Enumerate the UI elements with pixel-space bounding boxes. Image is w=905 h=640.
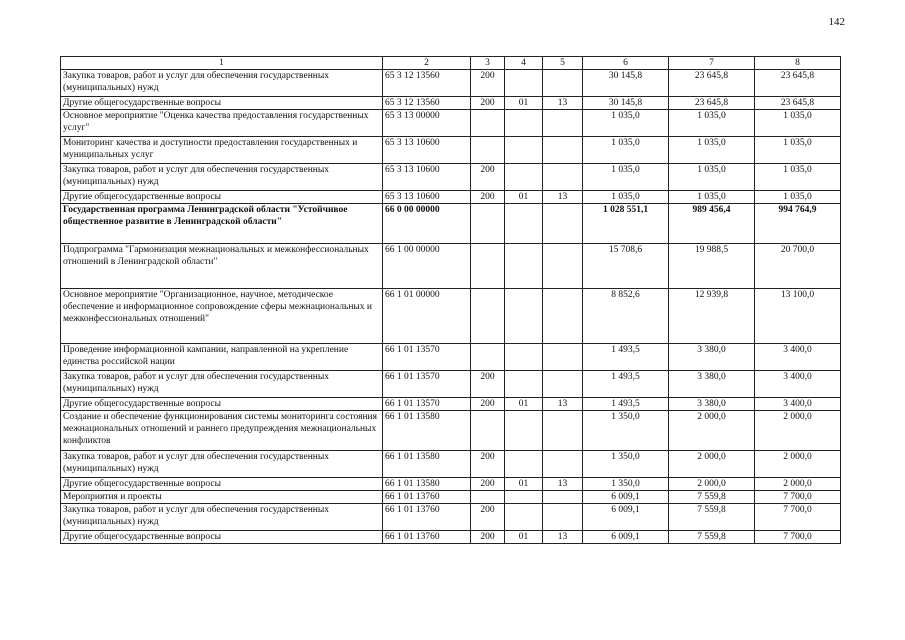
row-col5-cell: [543, 344, 583, 371]
table-row: [61, 244, 841, 289]
row-value8-cell: 23 645,8: [755, 70, 841, 97]
row-col4-cell: [505, 164, 543, 191]
row-value6-cell: 1 350,0: [583, 478, 669, 491]
row-code-cell: 66 1 01 13760: [383, 531, 471, 544]
row-value6-cell: 1 350,0: [583, 411, 669, 451]
row-code-cell: 66 1 01 13570: [383, 398, 471, 411]
table-header-row: [61, 57, 841, 70]
row-col5-cell: [543, 204, 583, 244]
row-col5-cell: [543, 289, 583, 344]
row-col3-cell: [471, 137, 505, 164]
row-col5-cell: [543, 110, 583, 137]
column-header: 4: [505, 57, 543, 70]
row-value8-cell: 13 100,0: [755, 289, 841, 344]
row-col4-cell: [505, 204, 543, 244]
column-header: 3: [471, 57, 505, 70]
row-col3-cell: 200: [471, 164, 505, 191]
row-value8-cell: 3 400,0: [755, 344, 841, 371]
row-value6-cell: 8 852,6: [583, 289, 669, 344]
row-col4-cell: [505, 411, 543, 451]
row-value6-cell: 1 028 551,1: [583, 204, 669, 244]
row-col4-cell: [505, 451, 543, 478]
row-col5-cell: [543, 371, 583, 398]
row-code-cell: 66 1 01 13570: [383, 344, 471, 371]
table-row: [61, 491, 841, 504]
budget-table: [60, 56, 841, 544]
row-value6-cell: 15 708,6: [583, 244, 669, 289]
row-value6-cell: 6 009,1: [583, 491, 669, 504]
row-col3-cell: 200: [471, 371, 505, 398]
row-value7-cell: 1 035,0: [669, 110, 755, 137]
row-value7-cell: 12 939,8: [669, 289, 755, 344]
row-code-cell: 65 3 13 10600: [383, 137, 471, 164]
row-value7-cell: 19 988,5: [669, 244, 755, 289]
row-code-cell: 66 1 01 00000: [383, 289, 471, 344]
row-value8-cell: 7 700,0: [755, 531, 841, 544]
row-col4-cell: [505, 137, 543, 164]
column-header: 7: [669, 57, 755, 70]
row-col3-cell: 200: [471, 531, 505, 544]
row-value8-cell: 23 645,8: [755, 97, 841, 110]
table-row: [61, 451, 841, 478]
row-value8-cell: 20 700,0: [755, 244, 841, 289]
row-name-cell: Проведение информационной кампании, направленной на укрепление единства российской нации: [61, 344, 383, 371]
row-col5-cell: [543, 451, 583, 478]
row-col4-cell: [505, 371, 543, 398]
table-row: [61, 398, 841, 411]
column-header: 2: [383, 57, 471, 70]
row-value6-cell: 30 145,8: [583, 97, 669, 110]
row-value6-cell: 6 009,1: [583, 504, 669, 531]
row-value6-cell: 1 035,0: [583, 110, 669, 137]
table-row: [61, 191, 841, 204]
row-value8-cell: 7 700,0: [755, 504, 841, 531]
row-col3-cell: [471, 244, 505, 289]
table-row: [61, 110, 841, 137]
row-code-cell: 65 3 12 13560: [383, 97, 471, 110]
row-value7-cell: 989 456,4: [669, 204, 755, 244]
row-value6-cell: 1 035,0: [583, 137, 669, 164]
row-name-cell: Другие общегосударственные вопросы: [61, 531, 383, 544]
row-col5-cell: 13: [543, 97, 583, 110]
column-header: 5: [543, 57, 583, 70]
row-col3-cell: 200: [471, 191, 505, 204]
row-col4-cell: 01: [505, 97, 543, 110]
row-value7-cell: 3 380,0: [669, 398, 755, 411]
row-code-cell: 66 1 01 13570: [383, 371, 471, 398]
row-value6-cell: 1 350,0: [583, 451, 669, 478]
row-col5-cell: 13: [543, 191, 583, 204]
row-value7-cell: 1 035,0: [669, 164, 755, 191]
table-row: [61, 344, 841, 371]
table-row: [61, 204, 841, 244]
row-col4-cell: [505, 110, 543, 137]
row-value8-cell: 2 000,0: [755, 478, 841, 491]
row-col3-cell: [471, 411, 505, 451]
row-code-cell: 66 1 01 13580: [383, 451, 471, 478]
row-col4-cell: 01: [505, 398, 543, 411]
row-name-cell: Подпрограмма "Гармонизация межнациональных и межконфессиональных отношений в Ленинградской области": [61, 244, 383, 289]
row-code-cell: 66 1 01 13760: [383, 491, 471, 504]
row-value8-cell: 3 400,0: [755, 371, 841, 398]
row-value8-cell: 2 000,0: [755, 411, 841, 451]
table-row: [61, 411, 841, 451]
row-code-cell: 65 3 13 10600: [383, 164, 471, 191]
row-col3-cell: [471, 289, 505, 344]
table-row: [61, 70, 841, 97]
row-value7-cell: 7 559,8: [669, 491, 755, 504]
row-col5-cell: [543, 70, 583, 97]
row-col3-cell: [471, 204, 505, 244]
row-name-cell: Закупка товаров, работ и услуг для обеспечения государственных (муниципальных) нужд: [61, 371, 383, 398]
row-col4-cell: [505, 70, 543, 97]
row-name-cell: Основное мероприятие "Организационное, научное, методическое обеспечение и информационное сопровождение сферы межнациональных и межконфессиональных отношений": [61, 289, 383, 344]
row-col4-cell: 01: [505, 191, 543, 204]
row-value8-cell: 1 035,0: [755, 137, 841, 164]
row-col5-cell: [543, 244, 583, 289]
row-value6-cell: 1 493,5: [583, 398, 669, 411]
row-value7-cell: 2 000,0: [669, 478, 755, 491]
table-row: [61, 371, 841, 398]
row-code-cell: 66 1 01 13580: [383, 411, 471, 451]
table-body: [61, 70, 841, 544]
row-col5-cell: [543, 164, 583, 191]
row-code-cell: 66 1 01 13760: [383, 504, 471, 531]
row-value7-cell: 1 035,0: [669, 191, 755, 204]
row-value8-cell: 994 764,9: [755, 204, 841, 244]
row-code-cell: 65 3 13 00000: [383, 110, 471, 137]
row-col3-cell: [471, 491, 505, 504]
row-value8-cell: 7 700,0: [755, 491, 841, 504]
row-name-cell: Создание и обеспечение функционирования системы мониторинга состояния межнациональных отношений и раннего предупреждения межнациональных конфликтов: [61, 411, 383, 451]
row-value6-cell: 6 009,1: [583, 531, 669, 544]
row-value7-cell: 7 559,8: [669, 531, 755, 544]
table-row: [61, 504, 841, 531]
row-value8-cell: 3 400,0: [755, 398, 841, 411]
table-row: [61, 289, 841, 344]
row-col3-cell: 200: [471, 70, 505, 97]
column-header: 6: [583, 57, 669, 70]
row-value7-cell: 2 000,0: [669, 451, 755, 478]
row-name-cell: Другие общегосударственные вопросы: [61, 191, 383, 204]
table-row: [61, 531, 841, 544]
row-name-cell: Мониторинг качества и доступности предоставления государственных и муниципальных услуг: [61, 137, 383, 164]
row-col5-cell: [543, 411, 583, 451]
table-row: [61, 478, 841, 491]
row-value8-cell: 1 035,0: [755, 110, 841, 137]
row-col5-cell: [543, 491, 583, 504]
row-col4-cell: [505, 244, 543, 289]
row-col3-cell: [471, 110, 505, 137]
table-row: [61, 137, 841, 164]
table-row: [61, 164, 841, 191]
row-col5-cell: [543, 504, 583, 531]
row-name-cell: Государственная программа Ленинградской области "Устойчивое общественное развитие в Ленинградской области": [61, 204, 383, 244]
row-col3-cell: 200: [471, 478, 505, 491]
row-name-cell: Другие общегосударственные вопросы: [61, 97, 383, 110]
row-col5-cell: 13: [543, 398, 583, 411]
row-col3-cell: 200: [471, 451, 505, 478]
row-name-cell: Закупка товаров, работ и услуг для обеспечения государственных (муниципальных) нужд: [61, 70, 383, 97]
row-col5-cell: 13: [543, 478, 583, 491]
row-value6-cell: 1 493,5: [583, 344, 669, 371]
row-code-cell: 66 1 01 13580: [383, 478, 471, 491]
row-value7-cell: 3 380,0: [669, 344, 755, 371]
row-code-cell: 65 3 12 13560: [383, 70, 471, 97]
row-value7-cell: 2 000,0: [669, 411, 755, 451]
row-name-cell: Мероприятия и проекты: [61, 491, 383, 504]
column-header: 1: [61, 57, 383, 70]
row-code-cell: 66 0 00 00000: [383, 204, 471, 244]
row-col4-cell: 01: [505, 531, 543, 544]
row-col4-cell: [505, 344, 543, 371]
column-header: 8: [755, 57, 841, 70]
row-value6-cell: 1 035,0: [583, 164, 669, 191]
page-number: 142: [828, 16, 845, 28]
row-col4-cell: [505, 491, 543, 504]
row-name-cell: Закупка товаров, работ и услуг для обеспечения государственных (муниципальных) нужд: [61, 164, 383, 191]
row-value8-cell: 2 000,0: [755, 451, 841, 478]
row-value7-cell: 1 035,0: [669, 137, 755, 164]
row-value8-cell: 1 035,0: [755, 164, 841, 191]
row-value7-cell: 3 380,0: [669, 371, 755, 398]
row-col3-cell: 200: [471, 504, 505, 531]
row-col3-cell: [471, 344, 505, 371]
row-col3-cell: 200: [471, 398, 505, 411]
row-value7-cell: 23 645,8: [669, 70, 755, 97]
row-code-cell: 66 1 00 00000: [383, 244, 471, 289]
row-code-cell: 65 3 13 10600: [383, 191, 471, 204]
row-value7-cell: 7 559,8: [669, 504, 755, 531]
row-col4-cell: [505, 289, 543, 344]
row-value7-cell: 23 645,8: [669, 97, 755, 110]
row-value8-cell: 1 035,0: [755, 191, 841, 204]
row-col5-cell: [543, 137, 583, 164]
row-col4-cell: [505, 504, 543, 531]
row-name-cell: Закупка товаров, работ и услуг для обеспечения государственных (муниципальных) нужд: [61, 504, 383, 531]
row-col4-cell: 01: [505, 478, 543, 491]
row-value6-cell: 30 145,8: [583, 70, 669, 97]
row-col3-cell: 200: [471, 97, 505, 110]
row-name-cell: Другие общегосударственные вопросы: [61, 478, 383, 491]
row-name-cell: Основное мероприятие "Оценка качества предоставления государственных услуг": [61, 110, 383, 137]
row-col5-cell: 13: [543, 531, 583, 544]
row-name-cell: Закупка товаров, работ и услуг для обеспечения государственных (муниципальных) нужд: [61, 451, 383, 478]
row-value6-cell: 1 493,5: [583, 371, 669, 398]
row-name-cell: Другие общегосударственные вопросы: [61, 398, 383, 411]
row-value6-cell: 1 035,0: [583, 191, 669, 204]
table-row: [61, 97, 841, 110]
